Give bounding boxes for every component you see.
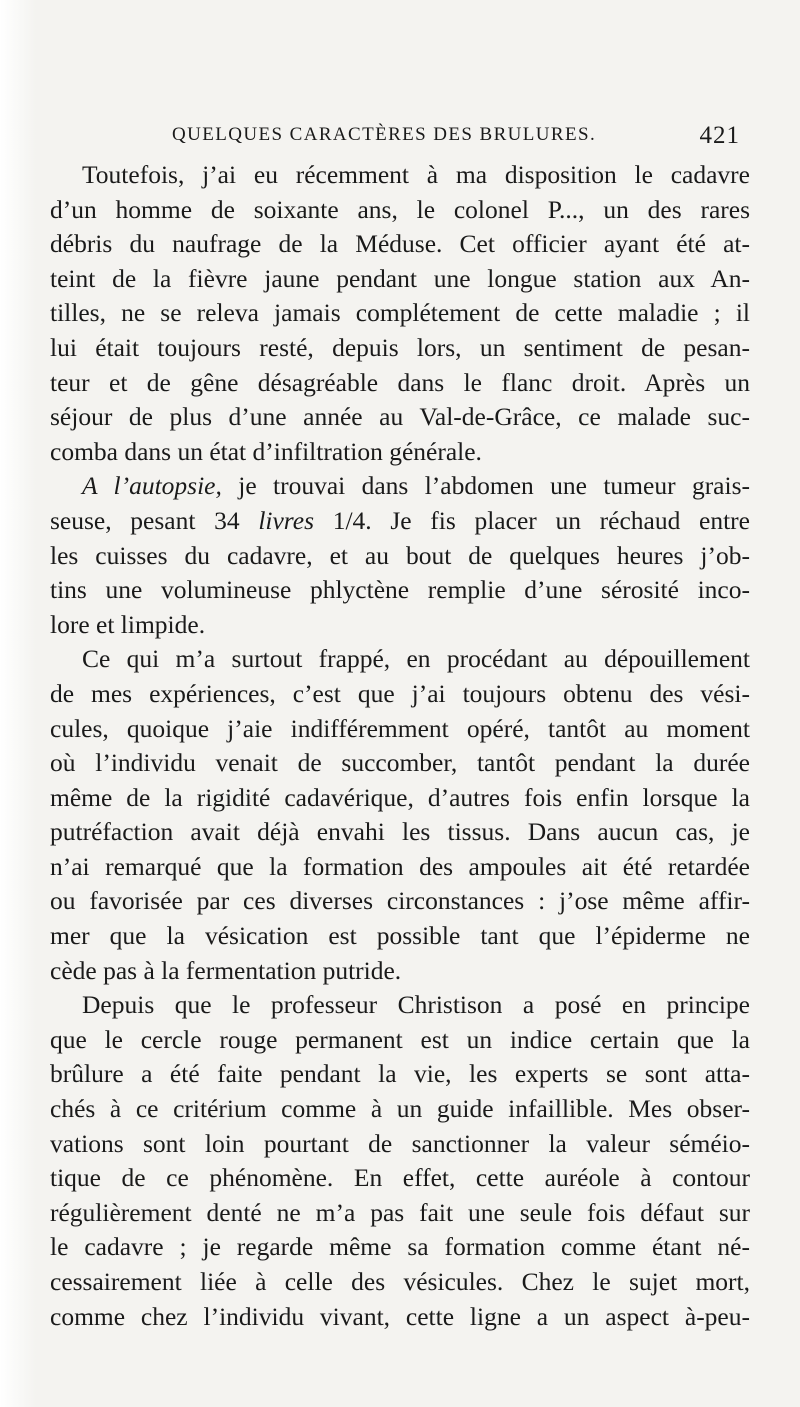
page-gutter xyxy=(0,0,36,1407)
text-line: teint de la fièvre jaune pendant une longue station aux An- xyxy=(50,263,750,293)
text-line: ou favorisée par ces diverses circonstances : j’ose même affir- xyxy=(50,886,750,916)
text-line: lui était toujours resté, depuis lors, un sentiment de pesan- xyxy=(50,332,750,362)
text-line: séjour de plus d’une année au Val-de-Grâce, ce malade suc- xyxy=(50,402,750,432)
text-line: cède pas à la fermentation putride. xyxy=(50,955,402,985)
text-line: le cadavre ; je regarde même sa formation comme étant né- xyxy=(50,1232,750,1262)
text-line: tins une volumineuse phlyctène remplie d’une sérosité inco- xyxy=(50,575,750,605)
running-title: QUELQUES CARACTÈRES DES BRULURES. xyxy=(172,124,597,145)
text-line xyxy=(50,469,750,504)
text-line: putréfaction avait déjà envahi les tissus. Dans aucun cas, je xyxy=(50,817,750,847)
text-line: brûlure a été faite pendant la vie, les experts se sont atta- xyxy=(50,1059,750,1089)
text-line: même de la rigidité cadavérique, d’autres fois enfin lorsque la xyxy=(50,782,750,812)
text-line: que le cercle rouge permanent est un indice certain que la xyxy=(50,1024,750,1054)
text-line: chés à ce critérium comme à un guide infaillible. Mes obser- xyxy=(50,1094,750,1124)
italic-phrase: A l’autopsie, xyxy=(82,471,222,501)
text-run: seuse, pesant 34 xyxy=(50,505,259,535)
text-line: cessairement liée à celle des vésicules. Chez le sujet mort, xyxy=(50,1267,750,1296)
text-line: où l’individu venait de succomber, tantôt pendant la durée xyxy=(50,748,750,778)
text-line: Depuis que le professeur Christison a posé en principe xyxy=(82,990,750,1020)
text-line: Toutefois, j’ai eu récemment à ma disposition le cadavre xyxy=(82,160,750,189)
text-run: je trouvai dans l’abdomen une tumeur grais- xyxy=(221,471,750,501)
text-line: mer que la vésication est possible tant que l’épiderme ne xyxy=(50,921,750,951)
page-header xyxy=(172,122,742,154)
text-line: Ce qui m’a surtout frappé, en procédant au dépouillement xyxy=(82,644,750,674)
text-line: n’ai remarqué que la formation des ampoules ait été retardée xyxy=(50,851,750,881)
page-number: 421 xyxy=(699,122,740,149)
text-line: lore et limpide. xyxy=(50,609,206,639)
text-line: de mes expériences, c’est que j’ai toujours obtenu des vési- xyxy=(50,678,750,708)
text-line: d’un homme de soixante ans, le colonel P..., un des rares xyxy=(50,194,750,224)
text-line: cules, quoique j’aie indifféremment opéré, tantôt au moment xyxy=(50,713,750,743)
text-line: teur et de gêne désagréable dans le flanc droit. Après un xyxy=(50,367,750,397)
text-line: tilles, ne se releva jamais complétement de cette maladie ; il xyxy=(50,298,750,328)
text-line: tique de ce phénomène. En effet, cette auréole à contour xyxy=(50,1163,750,1193)
text-run: 1/4. Je fis placer un réchaud entre xyxy=(314,505,750,535)
text-line: régulièrement denté ne m’a pas fait une seule fois défaut sur xyxy=(50,1197,750,1227)
text-line: débris du naufrage de la Méduse. Cet officier ayant été at- xyxy=(50,229,750,259)
text-line: comba dans un état d’infiltration générale. xyxy=(50,436,482,466)
text-line xyxy=(50,504,750,539)
text-line: les cuisses du cadavre, et au bout de quelques heures j’ob- xyxy=(50,540,750,570)
italic-phrase: livres xyxy=(258,505,315,535)
body-text xyxy=(50,158,750,1334)
text-line: comme chez l’individu vivant, cette ligne a un aspect à-peu- xyxy=(50,1301,750,1331)
text-line: vations sont loin pourtant de sanctionner la valeur séméio- xyxy=(50,1128,750,1158)
